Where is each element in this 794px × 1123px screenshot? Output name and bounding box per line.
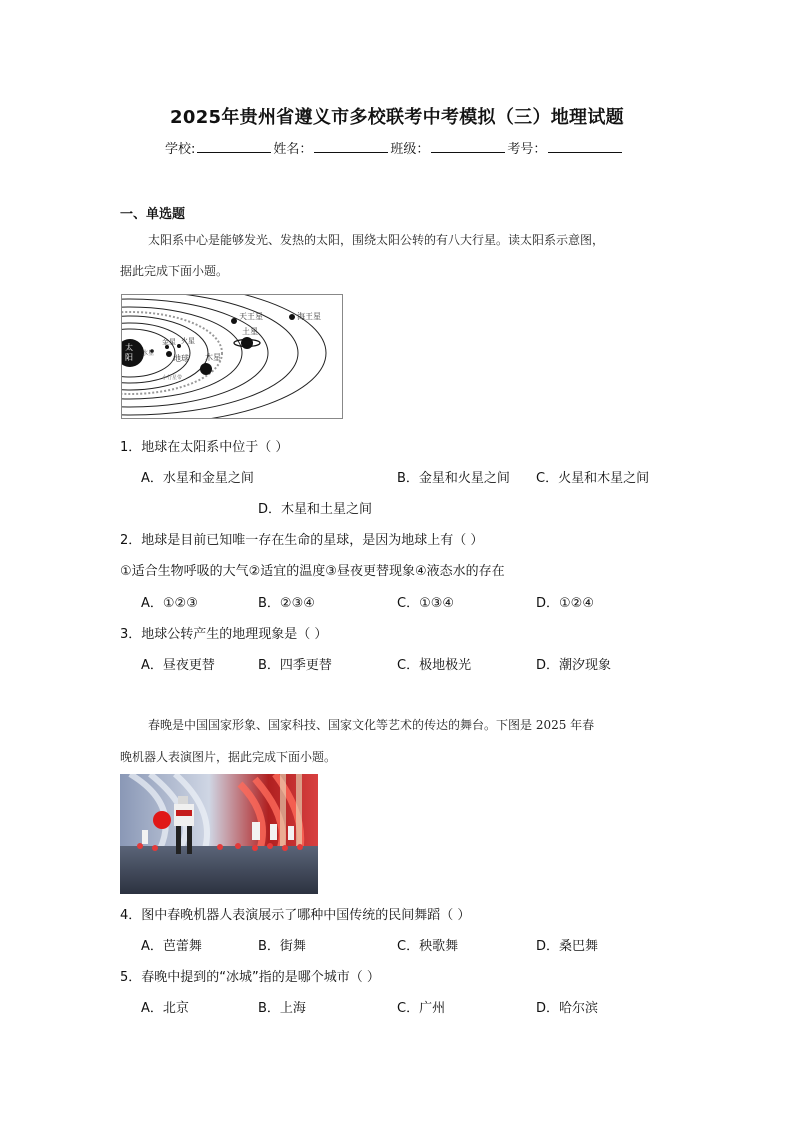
earth-label: 地球 <box>173 354 189 363</box>
q1-option-b[interactable]: B．金星和火星之间 <box>397 471 510 486</box>
q3-option-c[interactable]: C．极地极光 <box>397 658 472 673</box>
question-4-stem: 4．图中春晚机器人表演展示了哪种中国传统的民间舞蹈（ ） <box>120 908 471 923</box>
q3-option-a[interactable]: A．昼夜更替 <box>141 658 215 673</box>
q1-option-a[interactable]: A．水星和金星之间 <box>141 471 254 486</box>
q2-option-b[interactable]: B．②③④ <box>258 596 315 611</box>
passage-2-line-1: 春晚是中国国家形象、国家科技、国家文化等艺术的传达的舞台。下图是 2025 年春 <box>148 718 595 732</box>
page-title: 2025年贵州省遵义市多校联考中考模拟（三）地理试题 <box>170 107 624 128</box>
q5-option-c[interactable]: C．广州 <box>397 1001 446 1016</box>
section-heading: 一、单选题 <box>120 207 186 222</box>
number-field[interactable] <box>548 140 622 153</box>
question-5-stem: 5．春晚中提到的“冰城”指的是哪个城市（ ） <box>120 970 380 985</box>
uranus-icon <box>231 318 237 324</box>
q4-option-a[interactable]: A．芭蕾舞 <box>141 939 202 954</box>
q2-option-d[interactable]: D．①②④ <box>536 596 594 611</box>
school-field[interactable] <box>197 140 271 153</box>
question-3-stem: 3．地球公转产生的地理现象是（ ） <box>120 627 328 642</box>
number-label: 考号： <box>507 142 547 157</box>
q1-option-d[interactable]: D．木星和土星之间 <box>258 502 373 517</box>
mercury-label: 水星 <box>142 350 155 357</box>
saturn-label: 土星 <box>242 327 258 336</box>
q2-option-a[interactable]: A．①②③ <box>141 596 198 611</box>
jupiter-label: 木星 <box>205 353 221 362</box>
q1-option-c[interactable]: C．火星和木星之间 <box>536 471 650 486</box>
q5-option-a[interactable]: A．北京 <box>141 1001 189 1016</box>
saturn-icon <box>241 337 253 349</box>
student-info-line <box>165 138 624 157</box>
robot-performance-illustration <box>120 774 318 894</box>
q2-option-c[interactable]: C．①③④ <box>397 596 455 611</box>
q4-option-d[interactable]: D．桑巴舞 <box>536 939 599 954</box>
venus-label: 金星 <box>162 338 176 346</box>
neptune-label: 海王星 <box>297 312 321 321</box>
passage-1-line-2: 据此完成下面小题。 <box>120 264 229 278</box>
asteroid-belt-label: 小行星带 <box>162 375 183 381</box>
q5-option-d[interactable]: D．哈尔滨 <box>536 1001 599 1016</box>
q3-option-b[interactable]: B．四季更替 <box>258 658 332 673</box>
neptune-icon <box>289 314 295 320</box>
uranus-label: 天王星 <box>239 312 263 321</box>
robot-performance-photo <box>120 774 318 894</box>
q5-option-b[interactable]: B．上海 <box>258 1001 306 1016</box>
solar-system-diagram <box>121 294 343 419</box>
class-label: 班级： <box>390 142 430 157</box>
question-2-stem: 2．地球是目前已知唯一存在生命的星球，是因为地球上有（ ） <box>120 533 484 548</box>
q3-option-d[interactable]: D．潮汐现象 <box>536 658 612 673</box>
solar-system-svg <box>122 295 342 418</box>
q4-option-c[interactable]: C．秧歌舞 <box>397 939 459 954</box>
school-label: 学校: <box>165 142 196 157</box>
sun-label-2: 阳 <box>125 353 133 362</box>
name-label: 姓名： <box>273 142 313 157</box>
passage-1-line-1: 太阳系中心是能够发光、发热的太阳，围绕太阳公转的有八大行星。读太阳系示意图， <box>148 233 605 247</box>
name-field[interactable] <box>314 140 388 153</box>
q4-option-b[interactable]: B．街舞 <box>258 939 306 954</box>
jupiter-icon <box>200 363 212 375</box>
earth-icon <box>166 351 172 357</box>
question-2-items: ①适合生物呼吸的大气②适宜的温度③昼夜更替现象④液态水的存在 <box>120 564 505 579</box>
question-1-stem: 1．地球在太阳系中位于（ ） <box>120 440 289 455</box>
sun-label-1: 太 <box>125 343 133 352</box>
class-field[interactable] <box>431 140 505 153</box>
passage-2-line-2: 晚机器人表演图片，据此完成下面小题。 <box>120 750 337 764</box>
mars-label: 火星 <box>181 337 195 345</box>
